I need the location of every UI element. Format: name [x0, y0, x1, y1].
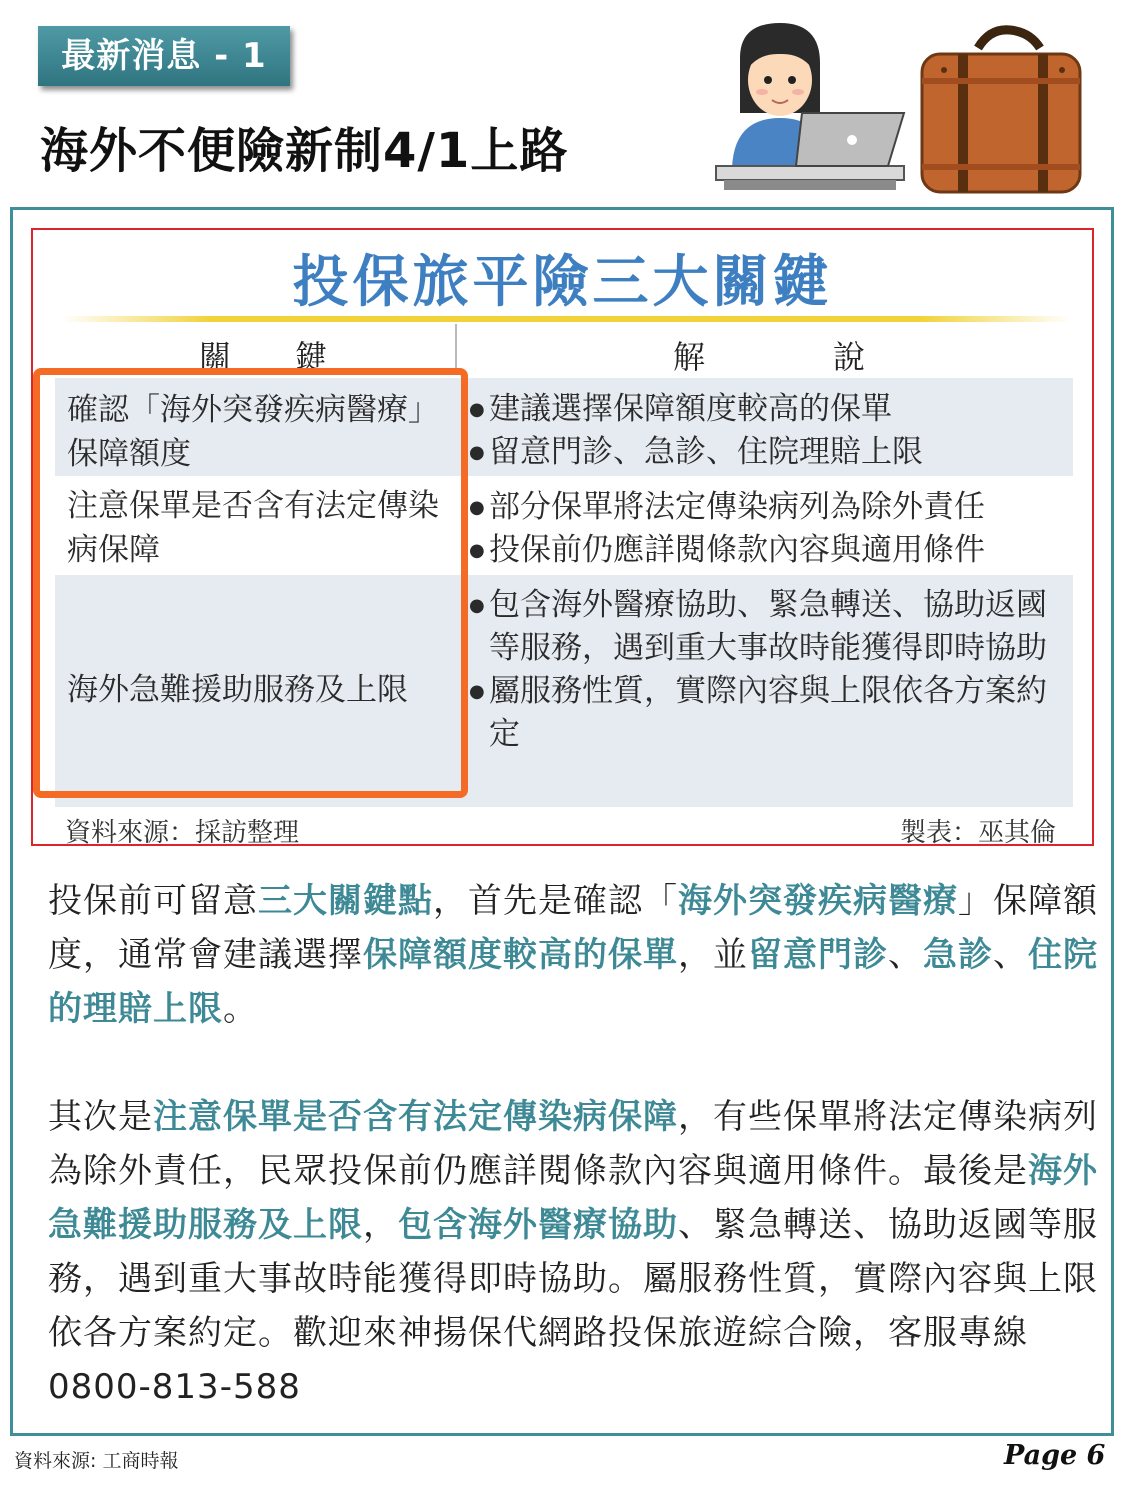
highlight-text: 三大關鍵點	[258, 881, 433, 921]
body-text: 」保障額度，通常會建議選擇	[48, 881, 1098, 975]
list-item: ● 包含海外醫療協助、緊急轉送、協助返國等服務，遇到重大事故時能獲得即時協助	[469, 584, 1069, 670]
highlight-text: 包含海外醫療協助	[398, 1205, 678, 1245]
highlight-text: 海外突發疾病醫療	[678, 881, 958, 921]
explain-cell	[469, 486, 1069, 572]
page-number: Page 6	[1004, 1440, 1106, 1471]
highlight-text: 留意門診	[748, 935, 888, 975]
body-text: 。	[223, 989, 258, 1029]
column-header-key: 關 鍵	[199, 338, 328, 376]
infographic-maker: 製表：巫其倫	[899, 818, 1056, 848]
body-paragraph-1	[48, 874, 1098, 1036]
title-divider	[61, 316, 1071, 322]
news-badge: 最新消息 - 1	[38, 26, 290, 86]
body-text: ，有些保單將法定傳染病列為除外責任，民眾投保前仍應詳閱條款內容與適用條件。最後是	[48, 1097, 1098, 1191]
list-item: ● 建議選擇保障額度較高的保單	[469, 388, 1069, 431]
column-header-explain: 解 說	[673, 338, 866, 376]
body-text: 、	[993, 935, 1028, 975]
key-cell: 注意保單是否含有法定傳染病保障	[67, 488, 439, 568]
body-paragraph-2	[48, 1090, 1098, 1414]
infographic-title: 投保旅平險三大關鍵	[292, 250, 833, 315]
footer-source: 資料來源: 工商時報	[14, 1450, 179, 1472]
body-text: ，並	[678, 935, 748, 975]
traveler-laptop-suitcase-illustration	[710, 18, 1090, 198]
body-text: ，	[363, 1205, 398, 1245]
page-title: 海外不便險新制4/1上路	[40, 123, 569, 179]
highlight-text: 住院的理賠上限	[48, 935, 1098, 1029]
highlight-text: 急診	[923, 935, 993, 975]
infographic-box	[31, 228, 1094, 846]
body-text: 其次是	[48, 1097, 153, 1137]
highlight-text: 海外急難援助服務及上限	[48, 1151, 1098, 1245]
body-text: ，首先是確認「	[433, 881, 678, 921]
explain-cell	[469, 584, 1069, 756]
body-text: 、緊急轉送、協助返國等服務，遇到重大事故時能獲得即時協助。屬服務性質，實際內容與上限依各方案約定。歡迎來神揚保代網路投保旅遊綜合險，客服專線0800-813-588	[48, 1205, 1098, 1407]
body-text: 投保前可留意	[48, 881, 258, 921]
body-text: 、	[888, 935, 923, 975]
key-cell: 海外急難援助服務及上限	[67, 672, 408, 708]
list-item: ● 屬服務性質，實際內容與上限依各方案約定	[469, 670, 1069, 756]
explain-cell	[469, 388, 1069, 474]
column-divider	[455, 324, 457, 372]
highlight-text: 注意保單是否含有法定傳染病保障	[153, 1097, 678, 1137]
list-item: ● 部分保單將法定傳染病列為除外責任	[469, 486, 1069, 529]
highlight-text: 保障額度較高的保單	[363, 935, 678, 975]
highlight-box	[33, 368, 468, 798]
list-item: ● 留意門診、急診、住院理賠上限	[469, 431, 1069, 474]
key-cell: 確認「海外突發疾病醫療」保障額度	[67, 392, 439, 472]
list-item: ● 投保前仍應詳閱條款內容與適用條件	[469, 529, 1069, 572]
infographic-source: 資料來源：採訪整理	[65, 818, 300, 848]
